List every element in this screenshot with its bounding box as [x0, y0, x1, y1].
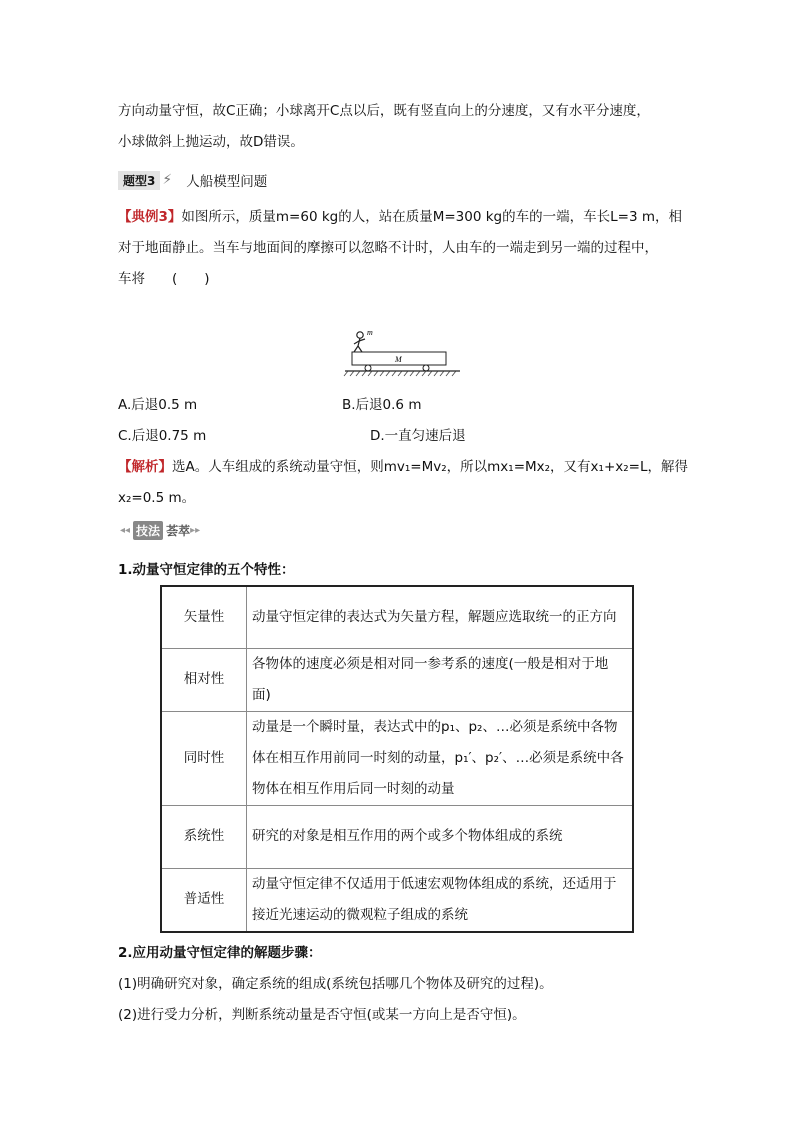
table-cell-name: 系统性 [161, 805, 247, 868]
table-cell-name: 同时性 [161, 711, 247, 805]
heading-2: 2.应用动量守恒定律的解题步骤： [118, 945, 322, 961]
section-tag [118, 170, 267, 190]
table-cell-desc: 动量是一个瞬时量，表达式中的p₁、p₂、…必须是系统中各物体在相互作用前同一时刻的动量，p₁′、p₂′、…必须是系统中各物体在相互作用后同一时刻的动量 [247, 711, 634, 805]
option-c: C.后退0.75 m [118, 428, 207, 444]
cart-figure [340, 326, 465, 382]
section-title: 人船模型问题 [186, 174, 268, 190]
table-row [161, 711, 633, 805]
analysis-text: 选A。人车组成的系统动量守恒，则mv₁=Mv₂，所以mx₁=Mx₂，又有x₁+x₂=L，解得 [172, 459, 689, 475]
paragraph-line: 方向动量守恒，故C正确；小球离开C点以后，既有竖直向上的分速度，又有水平分速度， [118, 103, 650, 119]
option-d: D.一直匀速后退 [370, 428, 466, 444]
option-a: A.后退0.5 m [118, 397, 198, 413]
skill-banner [120, 521, 200, 540]
table-cell-name: 相对性 [161, 648, 247, 711]
cart-label: M [395, 355, 402, 364]
table-row [161, 805, 633, 868]
analysis-line [118, 457, 688, 477]
banner-right-deco-icon: ▸▸ [190, 525, 201, 536]
wheel [365, 365, 371, 371]
table-row [161, 586, 633, 648]
example-line: 车将 ( ) [118, 271, 210, 287]
banner-badge: 技法 [133, 521, 163, 540]
option-b: B.后退0.6 m [342, 397, 422, 413]
paragraph-line: 小球做斜上抛运动，故D错误。 [118, 134, 304, 150]
table-cell-desc: 动量守恒定律不仅适用于低速宏观物体组成的系统，还适用于接近光速运动的微观粒子组成的系统 [247, 868, 634, 932]
analysis-line: x₂=0.5 m。 [118, 490, 196, 506]
table-row [161, 868, 633, 932]
table-cell-desc: 动量守恒定律的表达式为矢量方程，解题应选取统一的正方向 [247, 586, 634, 648]
person-label: m [367, 328, 373, 337]
ground-hatch [344, 371, 456, 376]
step-item: (2)进行受力分析，判断系统动量是否守恒(或某一方向上是否守恒)。 [118, 1007, 526, 1023]
table-cell-name: 普适性 [161, 868, 247, 932]
properties-table [160, 585, 634, 933]
example-line: 对于地面静止。当车与地面间的摩擦可以忽略不计时，人由车的一端走到另一端的过程中， [118, 240, 658, 256]
table-cell-name: 矢量性 [161, 586, 247, 648]
analysis-bracket: 【解析】 [118, 459, 172, 475]
example-text: 如图所示，质量m=60 kg的人，站在质量M=300 kg的车的一端，车长L=3 m，相 [181, 209, 682, 225]
example-line [118, 207, 682, 227]
section-tag-label: 题型3 [118, 171, 160, 190]
example-bracket: 【典例3】 [118, 209, 182, 225]
banner-text: 荟萃 [166, 524, 191, 538]
lightning-icon: ⚡ [162, 172, 173, 188]
step-item: (1)明确研究对象，确定系统的组成(系统包括哪几个物体及研究的过程)。 [118, 976, 553, 992]
table-row [161, 648, 633, 711]
table-cell-desc: 各物体的速度必须是相对同一参考系的速度(一般是相对于地面) [247, 648, 634, 711]
banner-left-deco-icon: ◂◂ [120, 525, 131, 536]
table-cell-desc: 研究的对象是相互作用的两个或多个物体组成的系统 [247, 805, 634, 868]
heading-1: 1.动量守恒定律的五个特性： [118, 562, 295, 578]
wheel [423, 365, 429, 371]
person-icon [354, 332, 365, 352]
